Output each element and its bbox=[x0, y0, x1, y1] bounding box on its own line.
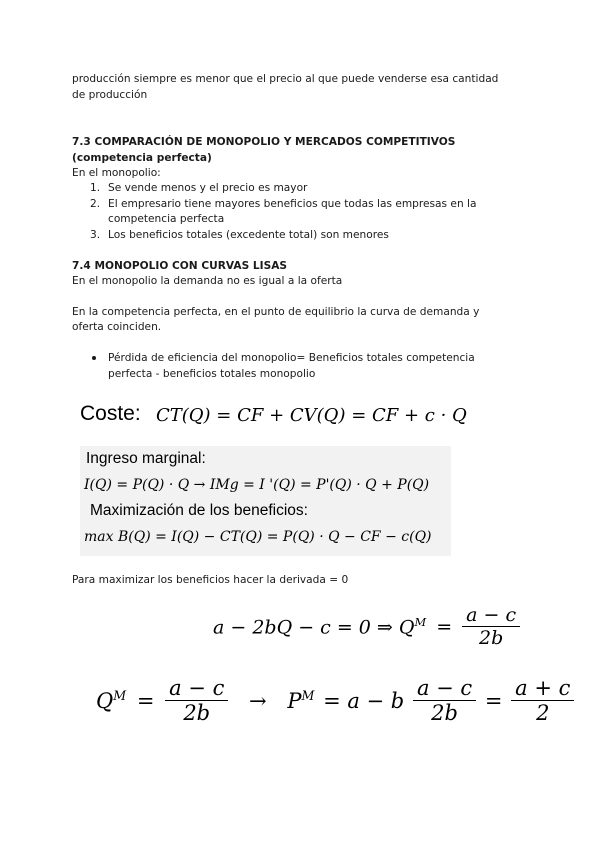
list-item: 3. Los beneficios totales (excedente total) son menores bbox=[90, 228, 389, 241]
section-7-4-heading: 7.4 MONOPOLIO CON CURVAS LISAS bbox=[72, 260, 288, 272]
ingreso-formula: I(Q) = P(Q) · Q → IMg = I '(Q) = P'(Q) · Q + P(Q) bbox=[84, 477, 430, 493]
list-item-continuation: competencia perfecta bbox=[108, 213, 225, 225]
fraction: $\frac{a - c}{2b}$ bbox=[462, 604, 520, 649]
list-item: 1. Se vende menos y el precio es mayor bbox=[90, 182, 308, 194]
fraction: $\frac{a - c}{2b}$ bbox=[165, 676, 228, 725]
bullet-line-2: perfecta - beneficios totales monopolio bbox=[108, 368, 316, 380]
comparison-list bbox=[72, 181, 542, 243]
maximizacion-formula: max B(Q) = I(Q) − CT(Q) = P(Q) · Q − CF − c(Q) bbox=[84, 529, 432, 545]
fraction: $\frac{a - c}{2b}$ bbox=[413, 676, 476, 725]
bullet-dot-icon bbox=[92, 356, 96, 360]
arrow-icon: → bbox=[249, 688, 267, 713]
section-7-3-heading: 7.3 COMPARACIÓN DE MONOPOLIO Y MERCADOS COMPETITIVOS bbox=[72, 136, 456, 148]
ingreso-label: Ingreso marginal: bbox=[86, 450, 206, 467]
derivada-text: Para maximizar los beneficios hacer la derivada = 0 bbox=[72, 574, 349, 586]
list-item: 2. El empresario tiene mayores beneficios que todas las empresas en la bbox=[90, 197, 477, 210]
coste-formula: CT(Q) = CF + CV(Q) = CF + c · Q bbox=[156, 405, 467, 426]
intro-line-1: producción siempre es menor que el precio al que puede venderse esa cantidad bbox=[72, 73, 499, 85]
paragraph-line-1: En la competencia perfecta, en el punto de equilibrio la curva de demanda y bbox=[72, 306, 480, 318]
section-7-3-heading-cont: (competencia perfecta) bbox=[72, 152, 212, 164]
equation-pm: $Q^M$ = $\frac{a - c}{2b}$ → $P^M = a - b$ $\frac{a - c}{2b}$ = $\frac{a + c}{2}$ bbox=[96, 676, 574, 725]
section-7-3-lead: En el monopolio: bbox=[72, 167, 161, 179]
paragraph-line-2: oferta coinciden. bbox=[72, 321, 162, 333]
equation-qm: a − 2bQ − c = 0 ⇒ $Q^M$ = $\frac{a - c}{2b}$ bbox=[213, 604, 520, 649]
section-7-4-line: En el monopolio la demanda no es igual a la oferta bbox=[72, 275, 343, 287]
fraction: $\frac{a + c}{2}$ bbox=[511, 676, 574, 725]
coste-label: Coste: bbox=[80, 402, 141, 425]
bullet-line-1: Pérdida de eficiencia del monopolio= Beneficios totales competencia bbox=[108, 352, 475, 364]
maximizacion-label: Maximización de los beneficios: bbox=[90, 502, 308, 519]
intro-line-2: de producción bbox=[72, 89, 148, 101]
